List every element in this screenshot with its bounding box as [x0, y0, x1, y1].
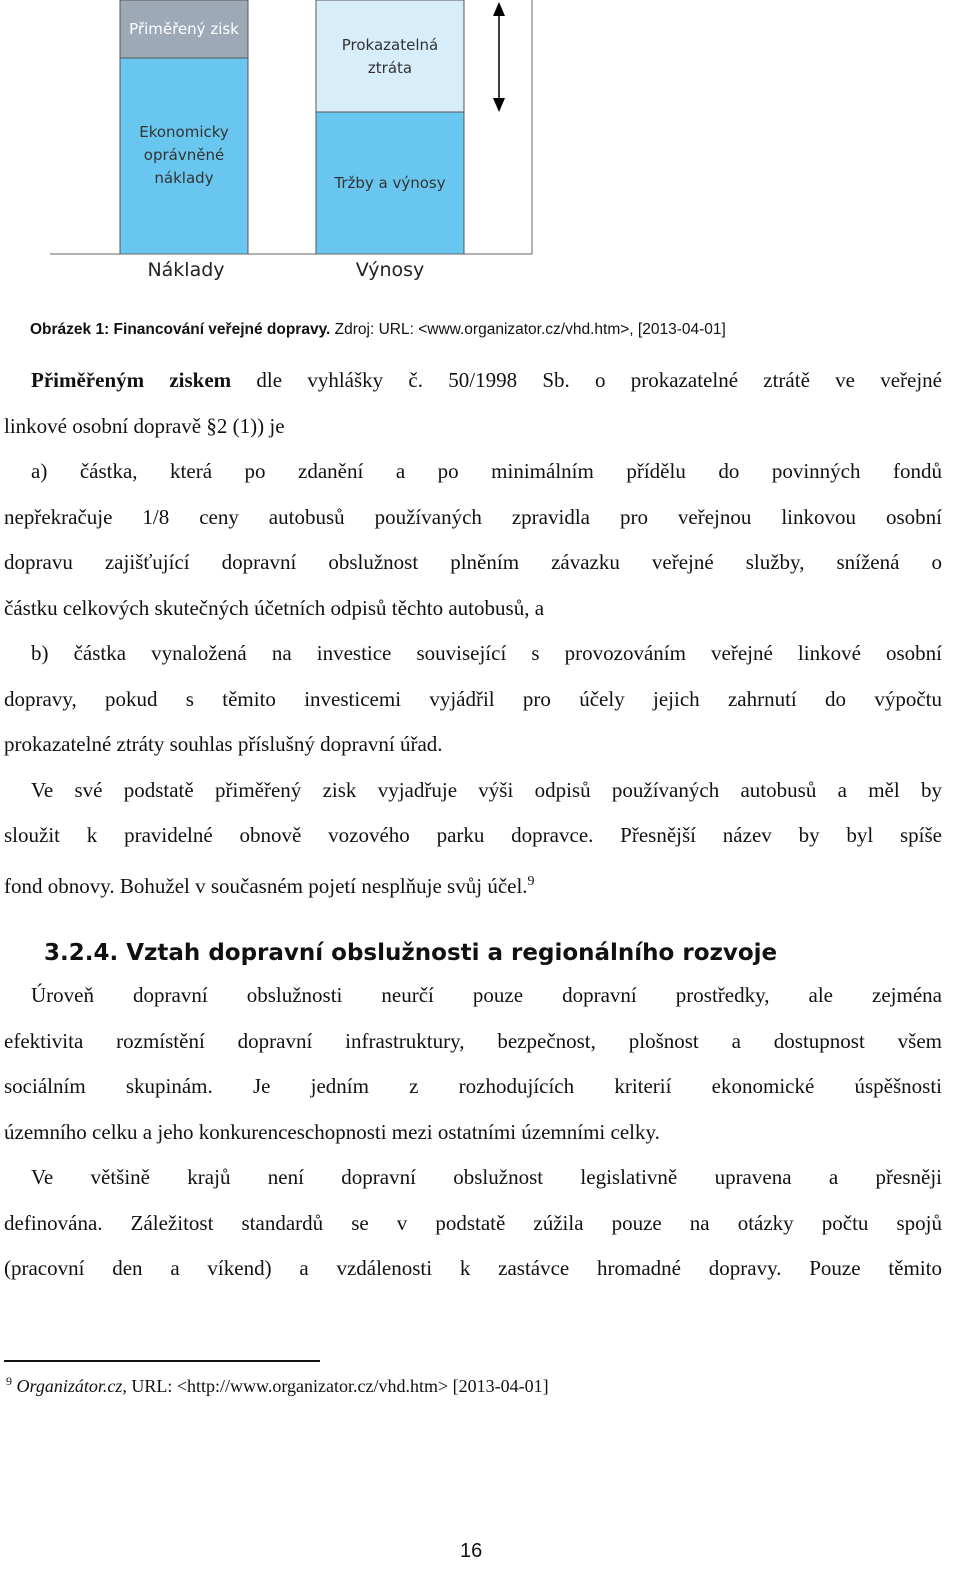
loss-label-1: Prokazatelná: [341, 36, 439, 54]
paragraph-regional-development: [4, 973, 942, 1292]
text-line: Přiměřeným ziskem dle vyhlášky č. 50/1998 Sb. o prokazatelné ztrátě ve veřejné: [31, 368, 942, 392]
figure-caption: Obrázek 1: Financování veřejné dopravy. Zdroj: URL: <www.organizator.cz/vhd.htm>, [2013-04-01]: [30, 321, 726, 338]
financing-diagram: [48, 0, 538, 290]
costs-label-1: Ekonomicky: [139, 123, 229, 141]
footnote: $^9$ Organizátor.cz, URL: <http://www.organizator.cz/vhd.htm> [2013-04-01]: [6, 1374, 549, 1396]
text-line: Úroveň dopravní obslužnosti neurčí pouze dopravní prostředky, ale zejména: [31, 983, 942, 1007]
profit-label: Přiměřený zisk: [129, 20, 239, 38]
costs-label-3: náklady: [154, 169, 214, 187]
text-line: prokazatelné ztráty souhlas příslušný dopravní úřad.: [4, 732, 443, 756]
text-line: dopravy, pokud s těmito investicemi vyjádřil pro účely jejich zahrnutí do výpočtu: [4, 686, 942, 711]
revenue-axis-label: Výnosy: [355, 259, 425, 281]
text-line: definována. Záležitost standardů se v podstatě zúžila pouze na otázky počtu spojů: [4, 1210, 942, 1235]
text-line: částku celkových skutečných účetních odpisů těchto autobusů, a: [4, 595, 545, 620]
page-number: 16: [460, 1540, 483, 1562]
paragraph-reasonable-profit: [4, 358, 942, 904]
costs-axis-label: Náklady: [147, 259, 225, 281]
text-line: linkové osobní dopravě §2 (1)) je: [4, 413, 285, 438]
text-line: sloužit k pravidelné obnově vozového parku dopravce. Přesnější název by byl spíše: [4, 823, 942, 847]
arrow-down-icon: [493, 98, 505, 112]
text-line: a) částka, která po zdanění a po minimálním přídělu do povinných fondů: [31, 459, 942, 483]
text-line: fond obnovy. Bohužel v současném pojetí nesplňuje svůj účel.$^9$: [4, 873, 535, 898]
loss-box: [316, 0, 464, 112]
text-line: územního celku a jeho konkurenceschopnosti mezi ostatními územními celky.: [4, 1119, 660, 1144]
text-line: sociálním skupinám. Je jedním z rozhodujících kriterií ekonomické úspěšnosti: [4, 1074, 942, 1098]
text-line: Ve většině krajů není dopravní obslužnost legislativně upravena a přesněji: [31, 1165, 942, 1189]
costs-label-2: oprávněné: [143, 146, 225, 164]
text-line: nepřekračuje 1/8 ceny autobusů používaných zpravidla pro veřejnou linkovou osobní: [4, 504, 942, 529]
financing-figure: [48, 0, 538, 290]
section-heading: 3.2.4. Vztah dopravní obslužnosti a regionálního rozvoje: [44, 940, 778, 966]
text-line: Ve své podstatě přiměřený zisk vyjadřuje výši odpisů používaných autobusů a měl by: [31, 777, 942, 802]
text-line: efektivita rozmístění dopravní infrastruktury, bezpečnost, plošnost a dostupnost všem: [4, 1028, 942, 1053]
footnote-divider: [4, 1360, 320, 1362]
loss-label-2: ztráta: [367, 59, 413, 77]
revenue-label: Tržby a výnosy: [334, 174, 446, 192]
text-line: b) částka vynaložená na investice související s provozováním veřejné linkové osobní: [31, 641, 942, 665]
arrow-up-icon: [493, 2, 505, 16]
text-line: (pracovní den a víkend) a vzdálenosti k zastávce hromadné dopravy. Pouze těmito: [4, 1256, 942, 1280]
text-line: dopravu zajišťující dopravní obslužnost plněním závazku veřejné služby, snížená o: [4, 550, 942, 574]
